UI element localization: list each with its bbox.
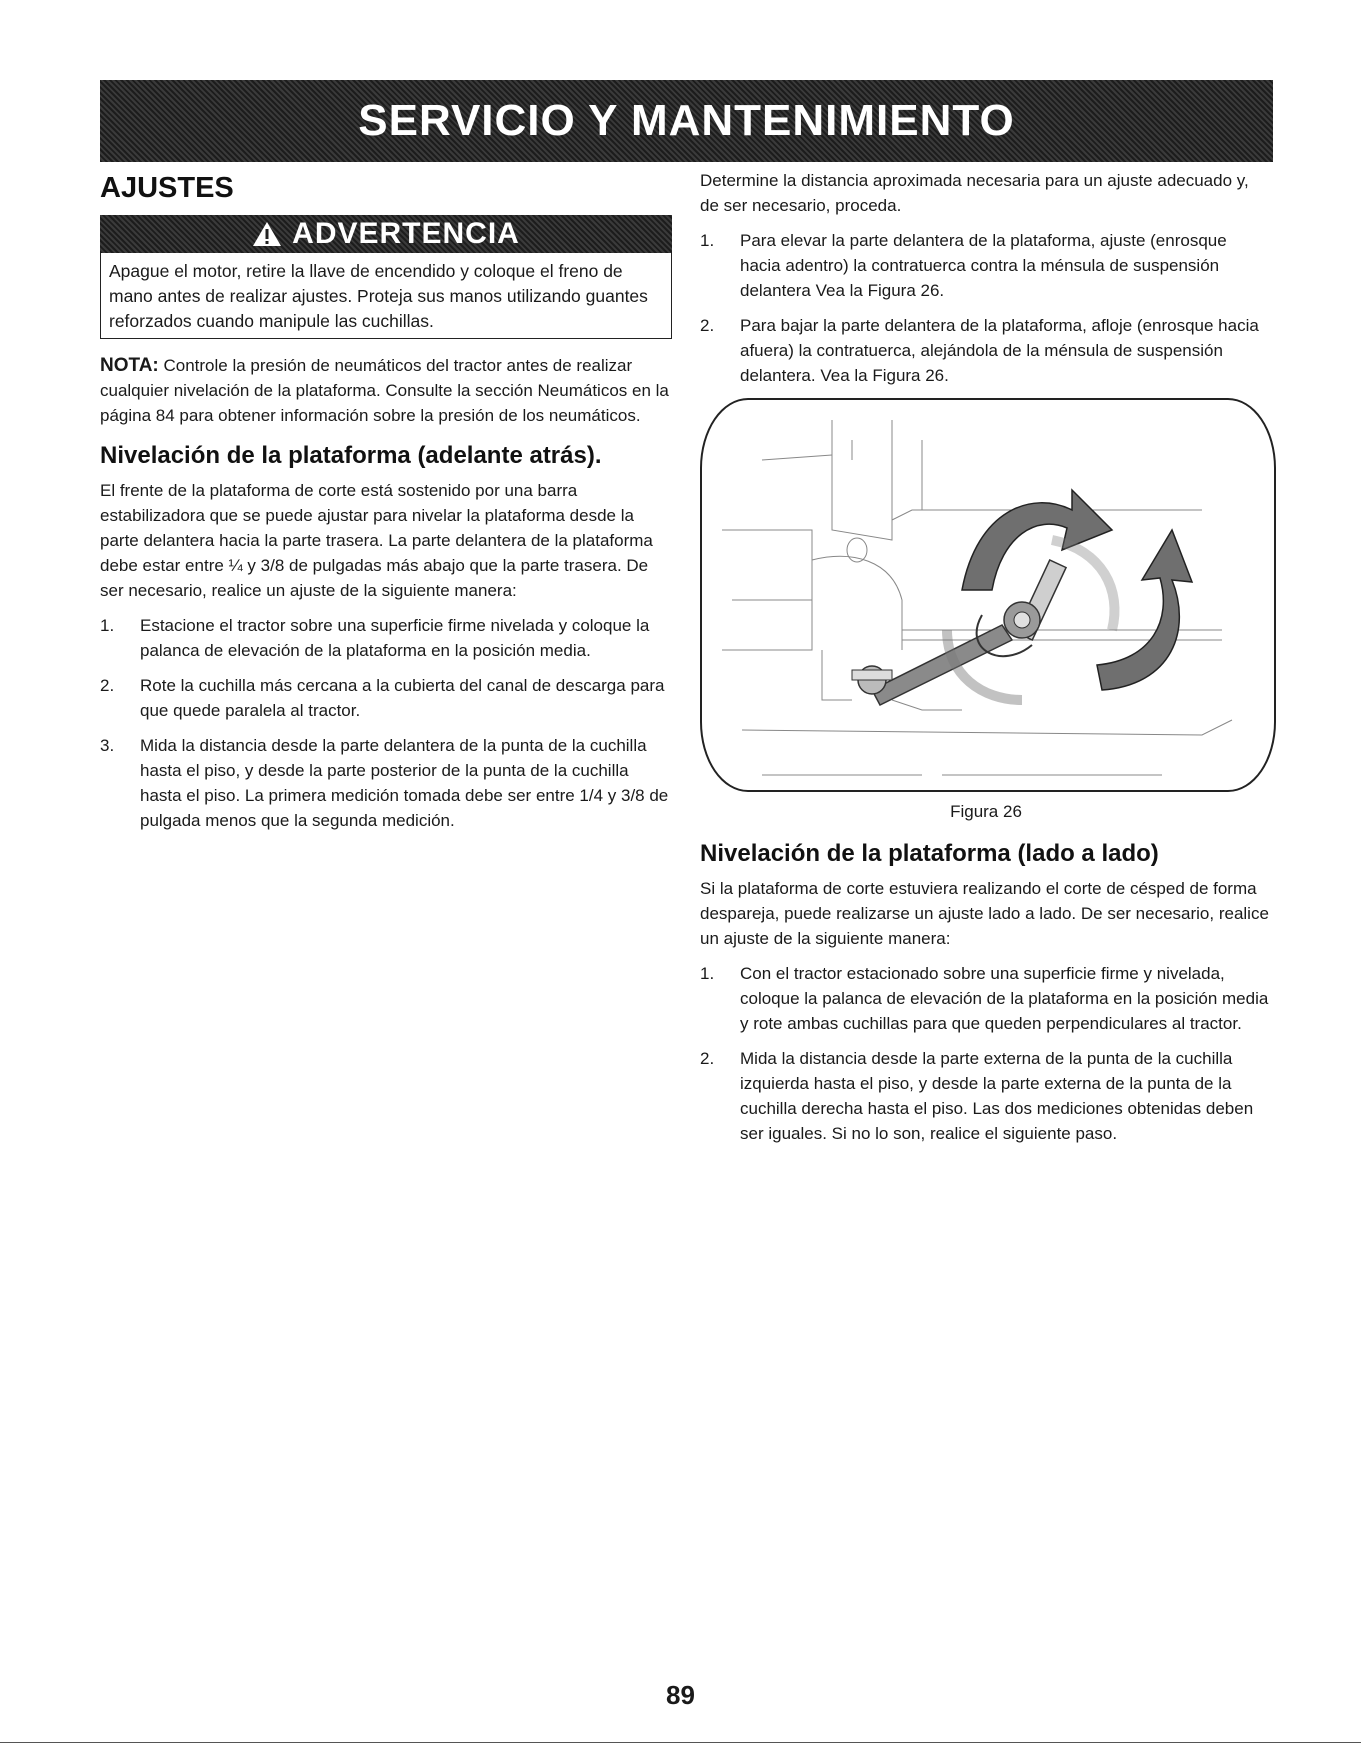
warning-title: ADVERTENCIA [292, 217, 520, 250]
subheading-side-to-side: Nivelación de la plataforma (lado a lado) [700, 840, 1159, 867]
section-title: AJUSTES [100, 172, 234, 204]
nota-label: NOTA: [100, 355, 159, 376]
list-item [700, 228, 1272, 303]
right-intro: Determine la distancia aproximada necesaria para un ajuste adecuado y, de ser necesario, proceda. [700, 171, 1249, 215]
subheading-front-back: Nivelación de la plataforma (adelante atrás). [100, 442, 602, 469]
side-intro-paragraph: Si la plataforma de corte estuviera realizando el corte de césped de forma despareja, puede realizarse un ajuste lado a lado. De ser necesario, realice un ajuste de la siguiente manera: [700, 879, 1269, 948]
banner-title: SERVICIO Y MANTENIMIENTO [358, 96, 1015, 145]
step-text: Para bajar la parte delantera de la plataforma, afloje (enrosque hacia afuera) la contratuerca, alejándola de la ménsula de suspensión delantera. Vea la Figura 26. [740, 316, 1259, 385]
list-item [700, 961, 1272, 1036]
step-text: Rote la cuchilla más cercana a la cubierta del canal de descarga para que quede paralela al tractor. [140, 676, 665, 720]
steps-list-left [100, 613, 672, 833]
list-item [100, 613, 672, 663]
page-number: 89 [666, 1680, 695, 1710]
list-item [700, 1046, 1272, 1146]
step-text: Mida la distancia desde la parte delantera de la punta de la cuchilla hasta el piso, y desde la parte posterior de la punta de la cuchilla hasta el piso. La primera medición tomada debe ser entre 1/4 y 3/8 de pulgada menos que la segunda medición. [140, 736, 669, 830]
step-text: Para elevar la parte delantera de la plataforma, ajuste (enrosque hacia adentro) la contratuerca contra la ménsula de suspensión delantera Vea la Figura 26. [740, 231, 1227, 300]
warning-triangle-icon [252, 221, 282, 247]
right-column [700, 168, 1272, 1156]
list-item [700, 313, 1272, 388]
step-number: 3. [100, 736, 115, 755]
steps-list-right [700, 228, 1272, 388]
step-number: 1. [100, 616, 115, 635]
figure-caption: Figura 26 [950, 802, 1022, 821]
steps-list-side [700, 961, 1272, 1146]
step-text: Estacione el tractor sobre una superficie firme nivelada y coloque la palanca de elevación de la plataforma en la posición media. [140, 616, 650, 660]
step-number: 2. [700, 316, 715, 335]
intro-paragraph: El frente de la plataforma de corte está sostenido por una barra estabilizadora que se puede ajustar para nivelar la plataforma desde la parte delantera hacia la parte trasera. La parte delantera de la plataforma debe estar entre ¼ y 3/8 de pulgadas más abajo que la parte trasera. De ser necesario, realice un ajuste de la siguiente manera: [100, 481, 653, 600]
section-banner [100, 80, 1273, 162]
list-item [100, 733, 672, 833]
nota-text: Controle la presión de neumáticos del tractor antes de realizar cualquier nivelación de la plataforma. Consulte la sección Neumáticos en la página 84 para obtener información sobre la presión de los neumáticos. [100, 356, 669, 425]
step-number: 1. [700, 964, 715, 983]
step-number: 1. [700, 231, 715, 250]
step-number: 2. [700, 1049, 715, 1068]
list-item [100, 673, 672, 723]
warning-text: Apague el motor, retire la llave de encendido y coloque el freno de mano antes de realizar ajustes. Proteja sus manos utilizando guantes reforzados cuando manipule las cuchillas. [100, 253, 672, 339]
nota-paragraph [100, 353, 672, 428]
bottom-divider [0, 1742, 1361, 1743]
step-text: Con el tractor estacionado sobre una superficie firme y nivelada, coloque la palanca de elevación de la plataforma en la posición media y rote ambas cuchillas para que queden perpendiculares al tractor. [740, 964, 1269, 1033]
locknut-adjustment-drawing [702, 400, 1274, 790]
step-number: 2. [100, 676, 115, 695]
figure-26-illustration [700, 398, 1276, 792]
left-column [100, 168, 672, 843]
warning-header [100, 215, 672, 253]
step-text: Mida la distancia desde la parte externa de la punta de la cuchilla izquierda hasta el piso, y desde la parte externa de la punta de la cuchilla derecha hasta el piso. Las dos mediciones obtenidas deben ser iguales. Si no lo son, realice el siguiente paso. [740, 1049, 1254, 1143]
